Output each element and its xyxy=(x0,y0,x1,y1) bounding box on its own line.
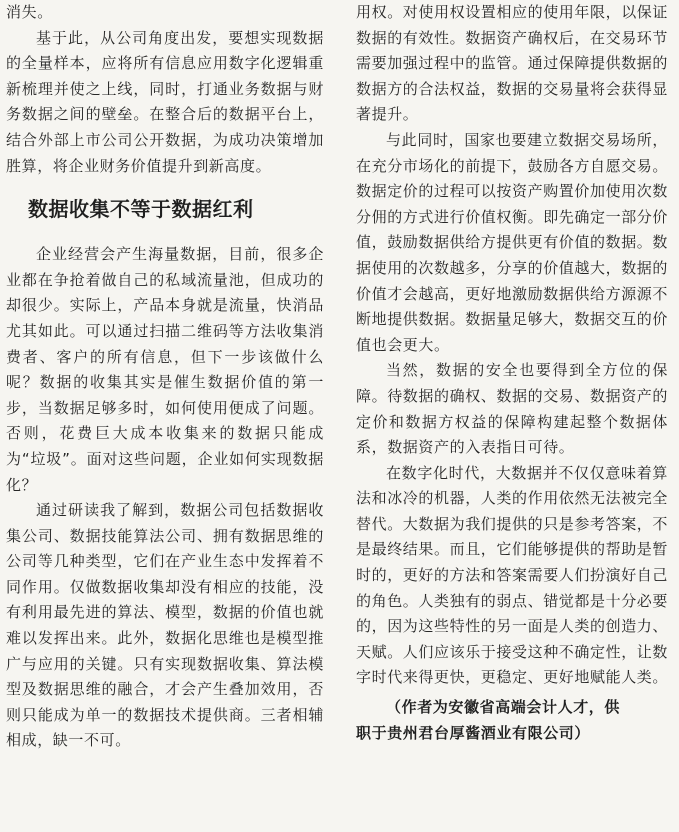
author-credit-line1: （作者为安徽省高端会计人才，供 xyxy=(386,698,621,717)
author-credit-line2: 职于贵州君台厚酱酒业有限公司） xyxy=(356,723,591,742)
paragraph-data-exchange: 与此同时，国家也要建立数据交易场所，在充分市场化的前提下，鼓励各方自愿交易。数据定价的过程可以按资产购置价加使用次数分佣的方式进行价值权衡。即先确定一部分价值，鼓励数据供给方提供更有价值的数据。数据使用的次数越多，分享的价值越大，数据的价值才会越高，更好地激励数据供给方源源不断地提供数据。数据量足够大，数据交互的价值也会更大。 xyxy=(356,130,669,354)
paragraph-usage-rights: 用权。对使用权设置相应的使用年限，以保证数据的有效性。数据资产确权后，在交易环节需要加强过程中的监管。通过保障提供数据的数据方的合法权益，数据的交易量将会获得显著提升。 xyxy=(356,3,669,124)
paragraph-data-security: 当然，数据的安全也要得到全方位的保障。待数据的确权、数据的交易、数据资产的定价和数据方权益的保障构建起整个数据体系，数据资产的入表指日可待。 xyxy=(356,361,669,457)
paragraph-company-perspective: 基于此，从公司角度出发，要想实现数据的全量样本，应将所有信息应用数字化逻辑重新梳理并使之上线，同时，打通业务数据与财务数据之间的壁垒。在整合后的数据平台上，结合外部上市公司公开数据，为成功决策增加胜算，将企业财务价值提升到新高度。 xyxy=(6,28,324,175)
right-column xyxy=(356,0,668,746)
paragraph-digital-era: 在数字化时代，大数据并不仅仅意味着算法和冰冷的机器，人类的作用依然无法被完全替代。大数据为我们提供的只是参考答案，不是最终结果。而且，它们能够提供的帮助是暂时的，更好的方法和答案需要人们扮演好自己的角色。人类独有的弱点、错觉都是十分必要的，因为这些特性的另一面是人类的创造力、天赋。人们应该乐于接受这种不确定性，让数字时代来得更快，更稳定、更好地赋能人类。 xyxy=(356,463,669,687)
left-column xyxy=(6,0,324,754)
paragraph-data-company-types: 通过研读我了解到，数据公司包括数据收集公司、数据技能算法公司、拥有数据思维的公司等几种类型，它们在产业生态中发挥着不同作用。仅做数据收集却没有相应的技能，没有利用最先进的算法、模型，数据的价值也就难以发挥出来。此外，数据化思维也是模型推广与应用的关键。只有实现数据收集、算法模型及数据思维的融合，才会产生叠加效用，否则只能成为单一的数据技术提供商。三者相辅相成，缺一不可。 xyxy=(6,501,324,750)
section-heading: 数据收集不等于数据红利 xyxy=(28,197,254,222)
paragraph-end-fragment: 消失。 xyxy=(6,3,53,21)
paragraph-data-collection: 企业经营会产生海量数据，目前，很多企业都在争抢着做自己的私域流量池，但成功的却很少。实际上，产品本身就是流量，快消品尤其如此。可以通过扫描二维码等方法收集消费者、客户的所有信息，但下一步该做什么呢？数据的收集其实是催生数据价值的第一步，当数据足够多时，如何使用便成了问题。否则，花费巨大成本收集来的数据只能成为“垃圾”。面对这些问题，企业如何实现数据化？ xyxy=(6,245,324,494)
